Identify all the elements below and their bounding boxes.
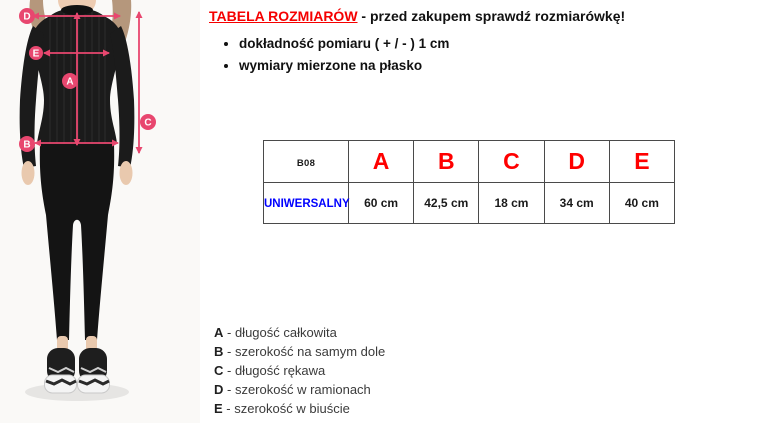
marker-letter-A: A (66, 76, 74, 88)
sneaker-left (45, 348, 77, 393)
size-table-data-row (264, 183, 675, 224)
product-code: B08 (296, 157, 316, 169)
legend-item-A (214, 323, 385, 342)
legend-letter-C: C (214, 363, 224, 378)
value-A: 60 cm (364, 196, 399, 210)
size-table-title: TABELA ROZMIARÓW (209, 8, 358, 24)
legend-separator: - (223, 325, 235, 340)
legend-desc-D: szerokość w ramionach (234, 382, 371, 397)
legend-separator: - (223, 363, 235, 378)
page-title (209, 8, 759, 24)
marker-letter-C: C (144, 117, 152, 129)
value-E: 40 cm (624, 196, 659, 210)
column-header-E: E (634, 148, 650, 174)
note-accuracy: • dokładność pomiaru ( + / - ) 1 cm (239, 33, 759, 55)
measurement-notes (239, 33, 759, 77)
legend-desc-E: szerokość w biuście (234, 401, 350, 416)
legend-desc-C: długość rękawa (234, 363, 326, 378)
sneaker-right (78, 348, 110, 393)
legend-separator: - (222, 401, 235, 416)
hand-right (120, 161, 133, 185)
column-header-D: D (568, 148, 585, 174)
value-C: 18 cm (494, 196, 529, 210)
legend-separator: - (223, 344, 235, 359)
hand-left (22, 161, 35, 185)
column-header-B: B (437, 148, 455, 174)
size-table-subtitle: - przed zakupem sprawdź rozmiarówkę! (357, 8, 626, 24)
column-header-C: C (503, 148, 520, 174)
legend-item-B (214, 342, 385, 361)
legend-item-C (214, 361, 385, 380)
legend-desc-A: długość całkowita (234, 325, 337, 340)
value-D: 34 cm (559, 196, 594, 210)
legend-letter-A: A (214, 325, 224, 340)
marker-letter-B: B (23, 139, 31, 151)
legend-letter-D: D (214, 382, 224, 397)
legend-separator: - (223, 382, 235, 397)
legend-item-D (214, 380, 385, 399)
model-photo (0, 0, 200, 423)
size-table-header-row (264, 141, 675, 183)
model-measurement-figure (0, 0, 200, 423)
marker-letter-D: D (23, 11, 31, 23)
legend-letter-B: B (214, 344, 224, 359)
floor-shadow (25, 383, 129, 401)
column-header-A: A (372, 148, 390, 174)
marker-letter-E: E (32, 48, 40, 60)
measurement-legend (214, 323, 385, 418)
header-block (209, 8, 759, 77)
legend-letter-E: E (214, 401, 223, 416)
legend-item-E (214, 399, 385, 418)
value-B: 42,5 cm (424, 196, 469, 210)
size-name: UNIWERSALNY (264, 198, 350, 210)
legend-desc-B: szerokość na samym dole (234, 344, 386, 359)
size-table (263, 140, 675, 224)
note-flat-measure: • wymiary mierzone na płasko (239, 55, 759, 77)
